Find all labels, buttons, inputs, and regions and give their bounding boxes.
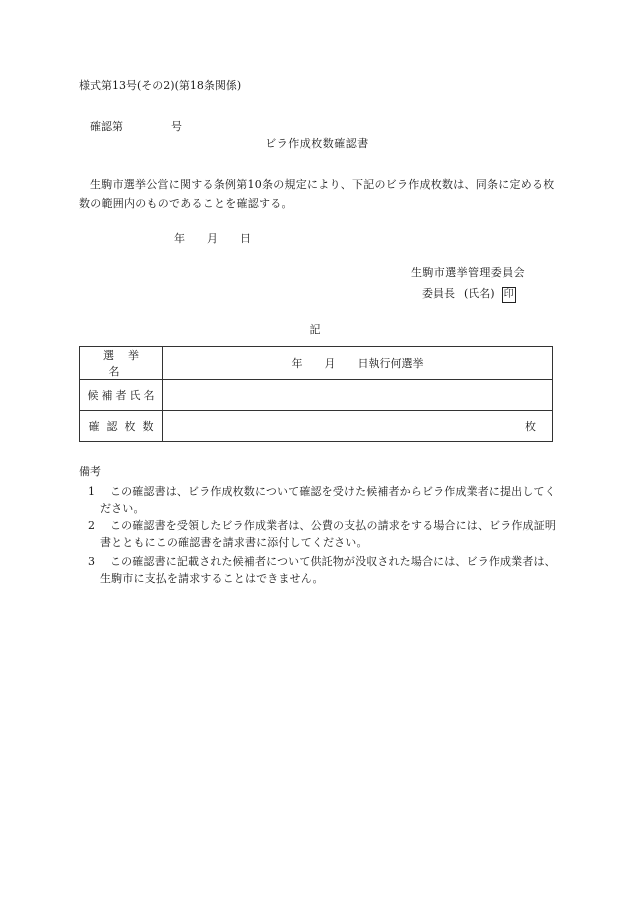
remark-item: 2 この確認書を受領したビラ作成業者は、公費の支払の請求をする場合には、ビラ作成証明書とともにこの確認書を請求書に添付してください。: [88, 519, 556, 549]
table-row: [80, 347, 553, 380]
row-value-candidate: [163, 380, 553, 411]
row-value-count: 枚: [163, 411, 553, 442]
ki-heading: 記: [309, 323, 321, 336]
seal-mark: 印: [502, 287, 516, 303]
issuer-committee: 生駒市選挙管理委員会: [411, 266, 525, 279]
row-label-candidate: 候補者氏名: [80, 380, 163, 411]
remark-item: 1 この確認書は、ビラ作成枚数について確認を受けた候補者からビラ作成業者に提出してください。: [88, 485, 556, 515]
date-day: 日: [240, 232, 251, 245]
election-rest: 日執行何選挙: [357, 357, 424, 370]
confirmation-number-suffix: 号: [171, 120, 182, 133]
table-row: [80, 411, 553, 442]
document-title: ビラ作成枚数確認書: [265, 137, 369, 150]
remark-item: 3 この確認書に記載された候補者について供託物が没収された場合には、ビラ作成業者は、生駒市に支払を請求することはできません。: [88, 555, 556, 585]
row-label-count: 確認枚数: [80, 411, 163, 442]
form-number: 様式第13号(その2)(第18条関係): [79, 79, 242, 92]
issuer-name-label: (氏名): [464, 287, 495, 300]
table-row: [80, 380, 553, 411]
date-month: 月: [207, 232, 218, 245]
issuer-chair-line: [422, 287, 516, 303]
election-month: 月: [324, 357, 336, 370]
issuer-chair: 委員長: [422, 287, 455, 300]
confirmation-number: [90, 121, 182, 132]
election-year: 年: [291, 357, 303, 370]
confirmation-number-prefix: 確認第: [90, 120, 123, 133]
date-line: [174, 233, 251, 244]
date-year: 年: [174, 232, 185, 245]
row-value-election: [163, 347, 553, 380]
record-table: [79, 346, 553, 442]
remarks-title: 備考: [79, 465, 101, 478]
row-label-election: 選挙名: [80, 347, 163, 380]
body-paragraph: 生駒市選挙公営に関する条例第10条の規定により、下記のビラ作成枚数は、同条に定める枚数の範囲内のものであることを確認する。: [79, 178, 555, 210]
